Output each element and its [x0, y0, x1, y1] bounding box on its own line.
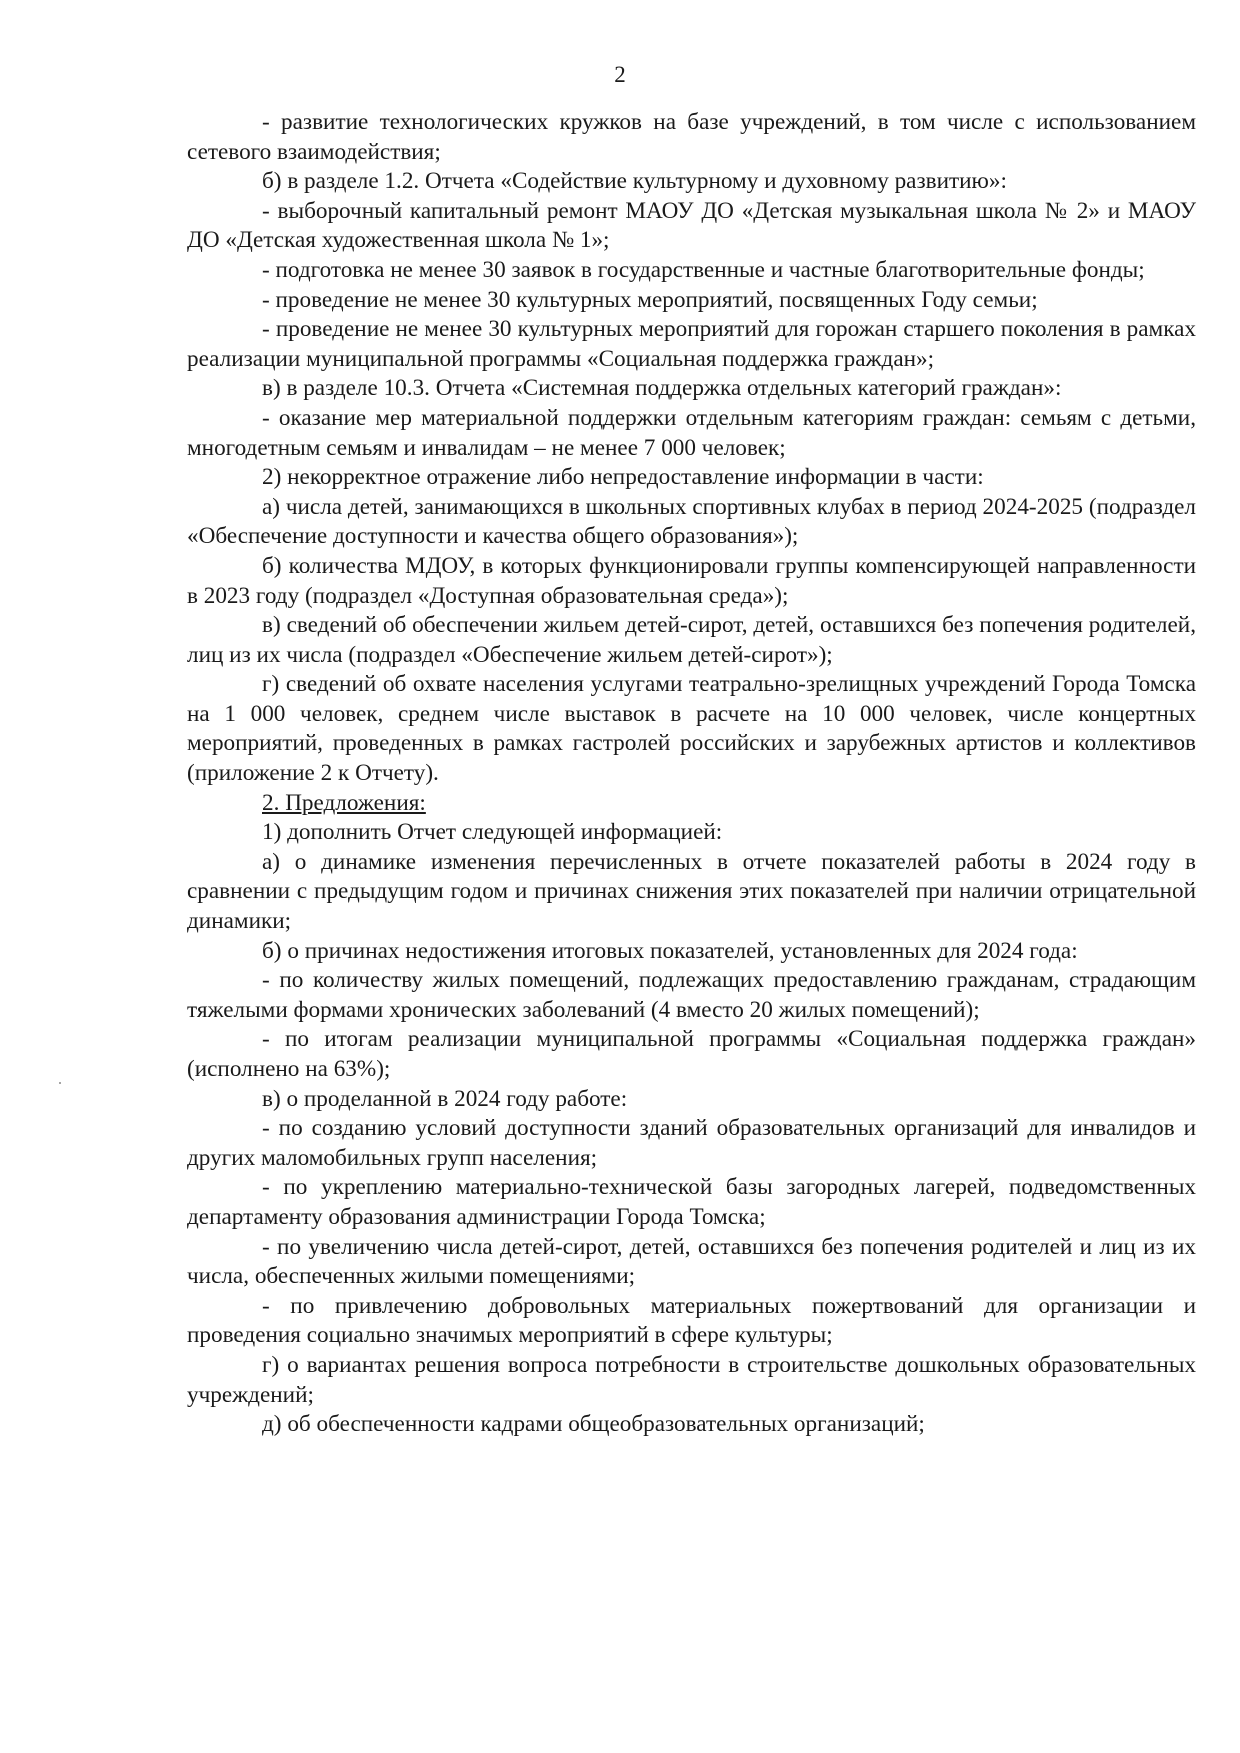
paragraph-camp-base: - по укреплению материально-технической базы загородных лагерей, подведомственных департаменту образования администрации Города Томска; — [187, 1174, 1196, 1230]
paragraph-family-year-events: - проведение не менее 30 культурных мероприятий, посвященных Году семьи; — [262, 286, 1038, 313]
paragraph-orphan-housing: в) сведений об обеспечении жильем детей-сирот, детей, оставшихся без попечения родителей, лиц из их числа (подраздел «Обеспечение жильем детей-сирот»); — [187, 612, 1196, 668]
section-heading-proposals — [187, 789, 1196, 819]
paragraph-accessibility: - по созданию условий доступности зданий образовательных организаций для инвалидов и других маломобильных групп населения; — [187, 1115, 1196, 1171]
paragraph-preschool-construction: г) о вариантах решения вопроса потребности в строительстве дошкольных образовательных учреждений; — [187, 1351, 1196, 1408]
paragraph-grant-applications: - подготовка не менее 30 заявок в государственные и частные благотворительные фонды; — [262, 256, 1145, 283]
paragraph-section-1-2-heading: б) в разделе 1.2. Отчета «Содействие культурному и духовному развитию»: — [262, 168, 1007, 195]
paragraph-staffing: д) об обеспеченности кадрами общеобразовательных организаций; — [262, 1411, 925, 1438]
paragraph-social-support-program: - по итогам реализации муниципальной программы «Социальная поддержка граждан» (исполнено на 63%); — [187, 1026, 1196, 1082]
paragraph-theatre-coverage: г) сведений об охвате населения услугами театрально-зрелищных учреждений Города Томска на 1 000 человек, среднем числе выставок в расчете на 10 000 человек, числе концертных мероприятий, проведенных в рамках гастролей российских и зарубежных артистов и коллективов (приложение 2 к Отчету). — [187, 671, 1196, 787]
paragraph-tech-clubs: - развитие технологических кружков на базе учреждений, в том числе с использованием сетевого взаимодействия; — [187, 109, 1196, 165]
proposals-heading-text: 2. Предложения: — [262, 789, 426, 816]
paragraph-senior-events: - проведение не менее 30 культурных мероприятий для горожан старшего поколения в рамках реализации муниципальной программы «Социальная поддержка граждан»; — [187, 316, 1196, 372]
paragraph-mdou-groups: б) количества МДОУ, в которых функционировали группы компенсирующей направленности в 2023 году (подраздел «Доступная образовательная среда»); — [187, 552, 1196, 609]
paragraph-orphan-housing-increase: - по увеличению числа детей-сирот, детей, оставшихся без попечения родителей и лиц из их числа, обеспеченных жилыми помещениями; — [187, 1233, 1196, 1290]
paragraph-school-sports-clubs: а) числа детей, занимающихся в школьных спортивных клубах в период 2024-2025 (подраздел «Обеспечение доступности и качества общего образования»); — [187, 493, 1196, 550]
paragraph-capital-repair: - выборочный капитальный ремонт МАОУ ДО «Детская музыкальная школа № 2» и МАОУ ДО «Детская художественная школа № 1»; — [187, 197, 1196, 254]
paragraph-housing-chronic: - по количеству жилых помещений, подлежащих предоставлению гражданам, страдающим тяжелыми формами хронических заболеваний (4 вместо 20 жилых помещений); — [187, 967, 1196, 1023]
page-number: 2 — [614, 62, 626, 87]
paragraph-section-10-3-heading: в) в разделе 10.3. Отчета «Системная поддержка отдельных категорий граждан»: — [262, 375, 1062, 402]
paragraph-incorrect-info-heading: 2) некорректное отражение либо непредоставление информации в части: — [262, 464, 984, 491]
paragraph-donations: - по привлечению добровольных материальных пожертвований для организации и проведения социально значимых мероприятий в сфере культуры; — [187, 1292, 1196, 1349]
paragraph-work-done-2024: в) о проделанной в 2024 году работе: — [262, 1085, 628, 1112]
paragraph-indicator-dynamics: а) о динамике изменения перечисленных в отчете показателей работы в 2024 году в сравнении с предыдущим годом и причинах снижения этих показателей при наличии отрицательной динамики; — [187, 848, 1196, 935]
scan-speck — [59, 1082, 61, 1084]
paragraph-supplement-report: 1) дополнить Отчет следующей информацией: — [262, 819, 723, 846]
paragraph-material-support: - оказание мер материальной поддержки отдельным категориям граждан: семьям с детьми, многодетным семьям и инвалидам – не менее 7 000 человек; — [187, 404, 1196, 461]
paragraph-unmet-indicators: б) о причинах недостижения итоговых показателей, установленных для 2024 года: — [262, 937, 1078, 964]
document-body — [187, 108, 1196, 1440]
